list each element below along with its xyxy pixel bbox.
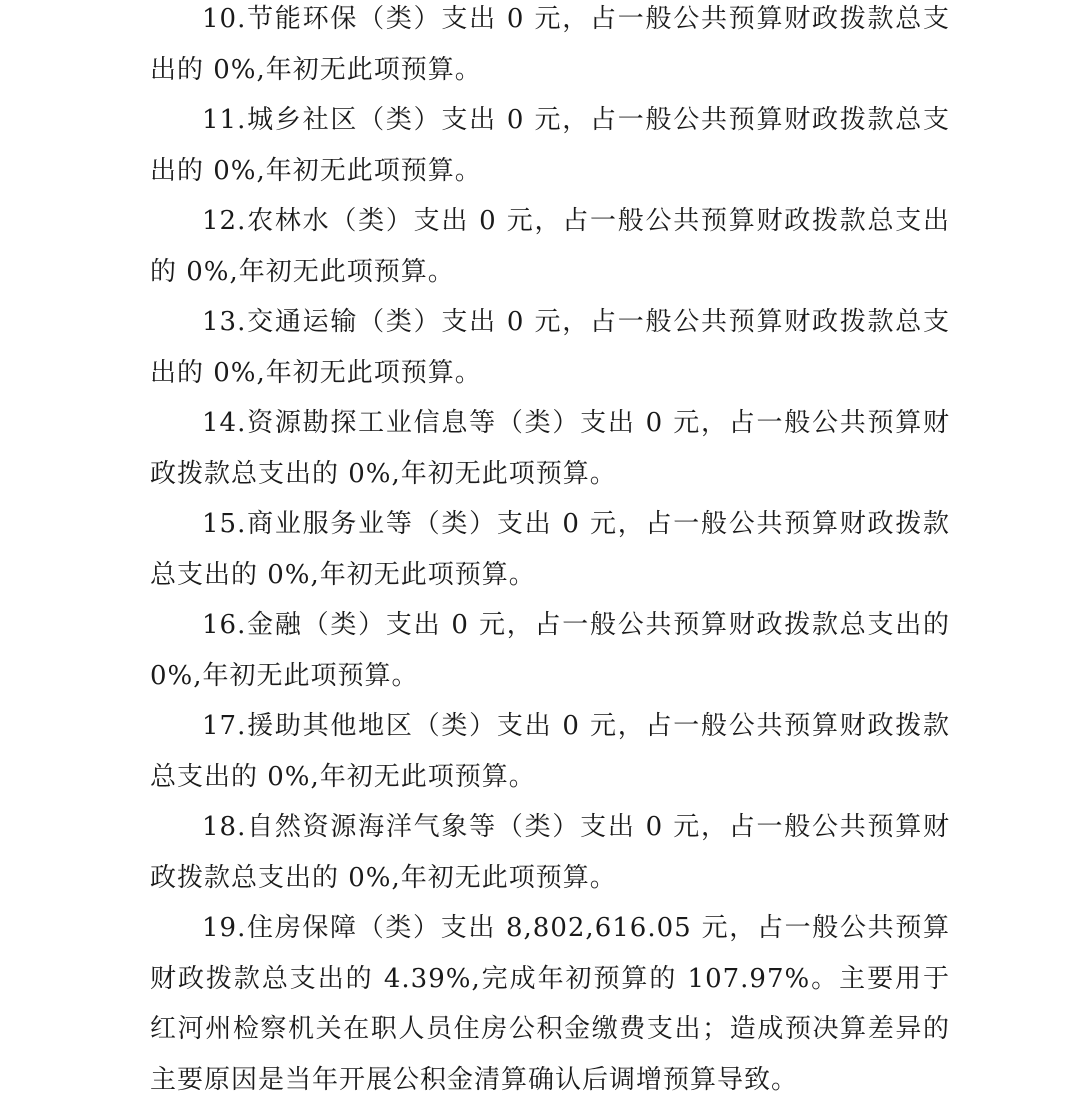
paragraph-commerce-services: 15.商业服务业等（类）支出 0 元，占一般公共预算财政拨款总支出的 0%,年初无此项预算。: [150, 509, 950, 590]
document-page: [150, 0, 950, 1105]
paragraph-resource-exploration-industry: 14.资源勘探工业信息等（类）支出 0 元，占一般公共预算财政拨款总支出的 0%,年初无此项预算。: [150, 408, 950, 489]
paragraph-natural-resources-ocean-weather: 18.自然资源海洋气象等（类）支出 0 元，占一般公共预算财政拨款总支出的 0%,年初无此项预算。: [150, 812, 950, 893]
paragraph-housing-security: 19.住房保障（类）支出 8,802,616.05 元，占一般公共预算财政拨款总支出的 4.39%,完成年初预算的 107.97%。主要用于红河州检察机关在职人员住房公积金缴费支出；造成预决算差异的主要原因是当年开展公积金清算确认后调增预算导致。: [150, 913, 950, 1095]
paragraph-transportation: 13.交通运输（类）支出 0 元，占一般公共预算财政拨款总支出的 0%,年初无此项预算。: [150, 307, 950, 388]
paragraph-urban-rural-community: 11.城乡社区（类）支出 0 元，占一般公共预算财政拨款总支出的 0%,年初无此项预算。: [150, 105, 950, 186]
paragraph-aid-other-regions: 17.援助其他地区（类）支出 0 元，占一般公共预算财政拨款总支出的 0%,年初无此项预算。: [150, 711, 950, 792]
paragraph-energy-environment: 10.节能环保（类）支出 0 元，占一般公共预算财政拨款总支出的 0%,年初无此项预算。: [150, 4, 950, 85]
paragraph-finance: 16.金融（类）支出 0 元，占一般公共预算财政拨款总支出的 0%,年初无此项预算。: [150, 610, 950, 691]
paragraph-agriculture-forestry-water: 12.农林水（类）支出 0 元，占一般公共预算财政拨款总支出的 0%,年初无此项预算。: [150, 206, 950, 287]
